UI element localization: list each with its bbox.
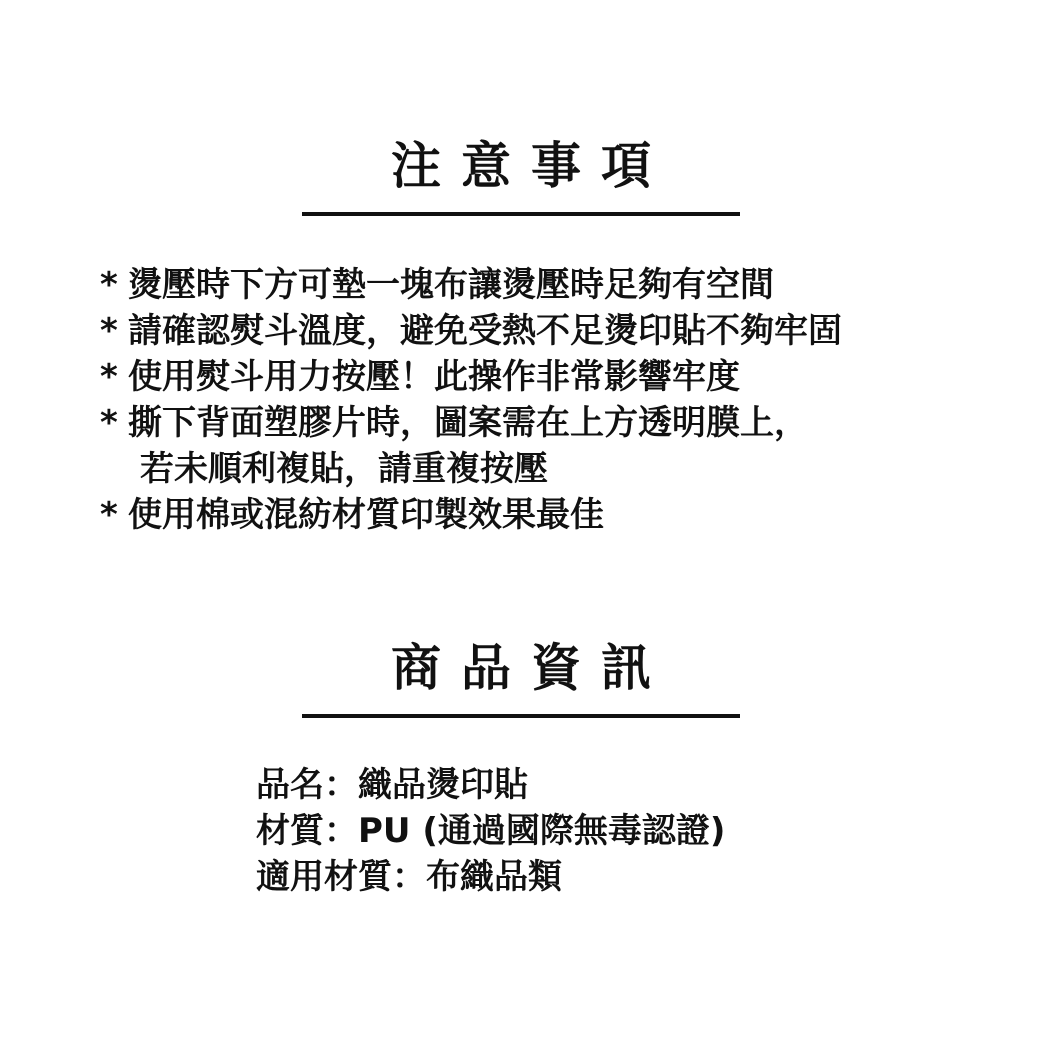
bullet-asterisk: * — [100, 357, 118, 397]
list-item — [100, 308, 842, 354]
note-text: 撕下背面塑膠片時，圖案需在上方透明膜上， — [128, 403, 808, 443]
bullet-asterisk: * — [100, 265, 118, 305]
product-info-list — [256, 762, 725, 900]
notes-title-underline — [302, 212, 740, 216]
applicable-material-row: 適用材質：布織品類 — [256, 857, 562, 897]
notes-title: 注意事項 — [391, 137, 671, 195]
product-name-row: 品名：織品燙印貼 — [256, 765, 528, 805]
list-item — [100, 492, 842, 538]
list-item — [100, 262, 842, 308]
bullet-asterisk: * — [100, 311, 118, 351]
list-item-continuation — [100, 446, 842, 492]
notes-list — [100, 262, 842, 538]
product-info-title: 商品資訊 — [391, 639, 671, 697]
bullet-asterisk: * — [100, 403, 118, 443]
list-item — [100, 354, 842, 400]
note-text: 請確認熨斗溫度，避免受熱不足燙印貼不夠牢固 — [128, 311, 842, 351]
material-row: 材質：PU (通過國際無毒認證) — [256, 811, 726, 851]
note-text: 若未順利複貼，請重複按壓 — [140, 449, 548, 489]
note-text: 使用熨斗用力按壓！此操作非常影響牢度 — [128, 357, 740, 397]
product-info-title-underline — [302, 714, 740, 718]
note-text: 燙壓時下方可墊一塊布讓燙壓時足夠有空間 — [128, 265, 774, 305]
note-text: 使用棉或混紡材質印製效果最佳 — [128, 495, 604, 535]
bullet-asterisk: * — [100, 495, 118, 535]
list-item — [100, 400, 842, 446]
